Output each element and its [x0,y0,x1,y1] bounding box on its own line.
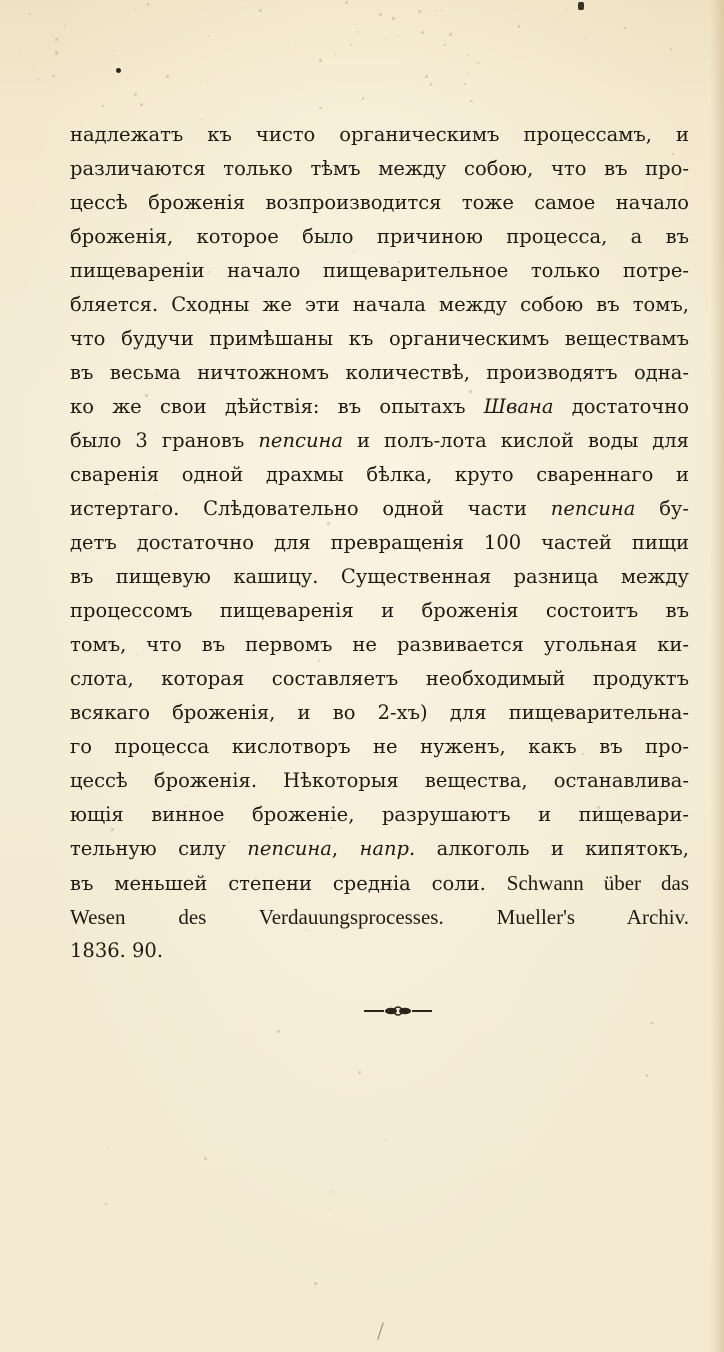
foxing-speck [37,78,40,81]
text-line [70,152,689,186]
foxing-speck [140,103,143,106]
text-line [70,424,689,458]
foxing-speck [319,59,322,62]
text-segment: надлежатъ къ чисто органическимъ процессамъ, и [70,123,689,146]
foxing-speck [64,25,66,27]
foxing-speck [444,44,445,45]
text-segment: въ пищевую кашицу. Существенная разница между [70,565,689,588]
latin-text: Wesen des Verdauungsprocesses. Mueller's Archiv. [70,905,689,929]
foxing-speck [147,3,149,5]
foxing-speck [295,43,296,44]
text-segment: , [331,837,360,860]
text-line [70,220,689,254]
foxing-speck [477,62,479,64]
foxing-speck [566,9,567,10]
foxing-speck [468,74,469,75]
text-segment: истертаго. Слѣдовательно одной части [70,497,551,520]
foxing-speck [345,1,348,4]
foxing-speck [335,53,337,55]
foxing-speck [441,10,443,12]
foxing-speck [314,1282,317,1285]
foxing-speck [650,1022,652,1024]
text-segment: броженія, которое было причиною процесса, а въ [70,225,689,248]
foxing-speck [435,10,436,11]
text-segment: въ меньшей степени средніа соли. [70,872,507,895]
foxing-speck [332,1191,334,1193]
foxing-speck [319,107,321,109]
text-line [70,832,689,866]
foxing-speck [470,100,472,102]
foxing-speck [208,35,209,36]
foxing-speck [421,31,424,34]
foxing-speck [467,55,469,57]
text-line [70,390,689,424]
text-segment: процессомъ пищеваренія и броженія состоитъ въ [70,599,689,622]
text-line [70,458,689,492]
foxing-speck [670,48,672,50]
foxing-speck [392,17,395,20]
italic-text: пепсина [550,497,636,520]
italic-text: Швана [483,395,554,418]
text-line [70,934,689,968]
italic-text: пепсина [247,837,332,860]
text-line [70,696,689,730]
text-segment: бу- [635,497,689,520]
text-segment: сваренія одной драхмы бѣлка, круто свареннаго и [70,463,689,486]
foxing-speck [418,10,421,13]
foxing-speck [112,50,113,51]
foxing-speck [29,13,31,15]
text-line [70,900,689,934]
text-line [70,594,689,628]
text-segment: различаются только тѣмъ между собою, что въ про- [70,157,689,180]
text-line [70,186,689,220]
foxing-speck [330,1208,331,1209]
foxing-speck [20,50,21,51]
text-segment: ко же свои дѣйствія: въ опытахъ [70,395,484,418]
foxing-speck [52,75,54,77]
foxing-speck [464,83,467,86]
pencil-mark [377,1322,384,1339]
text-line [70,492,689,526]
foxing-speck [558,18,559,19]
text-segment: го процесса кислотворъ не нуженъ, какъ въ про- [70,735,689,758]
foxing-speck [518,25,520,27]
text-segment: что будучи примѣшаны къ органическимъ веществамъ [70,327,689,350]
foxing-speck [135,9,136,10]
text-segment: цессѣ броженія возпроизводится тоже самое начало [70,191,689,214]
text-line [70,764,689,798]
foxing-speck [624,27,626,29]
foxing-speck [449,33,452,36]
foxing-speck [245,7,248,10]
foxing-speck [204,1157,207,1160]
foxing-speck [358,1071,361,1074]
text-line [70,118,689,152]
foxing-speck [166,75,169,78]
foxing-speck [102,105,103,106]
foxing-speck [425,75,428,78]
foxing-speck [646,1074,649,1077]
latin-text: Schwann über das [506,871,689,895]
text-line [70,356,689,390]
italic-text: напр. [359,837,416,860]
text-segment: детъ достаточно для превращенія 100 частей пищи [70,531,689,554]
foxing-speck [200,82,201,83]
foxing-speck [430,83,432,85]
foxing-speck [105,1203,107,1205]
text-line [70,798,689,832]
body-text [70,118,689,968]
page-edge-shadow [710,0,724,1352]
foxing-speck [585,38,587,40]
text-segment: ющія винное броженіе, разрушаютъ и пищевари- [70,803,689,826]
foxing-speck [33,68,34,69]
foxing-speck [362,97,365,100]
foxing-speck [55,38,58,41]
foxing-speck [277,1030,280,1033]
foxing-speck [379,13,382,16]
text-segment: алкоголь и кипятокъ, [415,837,689,860]
italic-text: пепсина [258,429,343,452]
foxing-speck [134,93,137,96]
text-line [70,662,689,696]
foxing-speck [259,9,262,12]
foxing-speck [107,1148,108,1149]
text-segment: слота, которая составляетъ необходимый продуктъ [70,667,689,690]
text-line [70,866,689,900]
ink-dot [116,68,121,73]
text-segment: 1836. 90. [70,939,164,962]
text-segment: тельную силу [70,837,248,860]
text-segment: бляется. Сходны же эти начала между собою въ томъ, [70,293,689,316]
foxing-speck [350,44,352,46]
text-line [70,322,689,356]
ink-mark-top [578,2,584,10]
text-segment: цессѣ броженія. Нѣкоторыя вещества, останавлива- [70,769,689,792]
text-segment: всякаго броженія, и во 2-хъ) для пищеварительна- [70,701,689,724]
text-line [70,560,689,594]
foxing-speck [385,38,387,40]
divider-ornament [362,1006,434,1016]
text-line [70,628,689,662]
text-line [70,730,689,764]
text-line [70,526,689,560]
text-line [70,288,689,322]
foxing-speck [55,51,58,54]
text-segment: было 3 грановъ [70,429,259,452]
text-line [70,254,689,288]
text-segment: достаточно [553,395,689,418]
foxing-speck [385,1139,386,1140]
foxing-speck [397,36,399,38]
text-segment: пищевареніи начало пищеварительное только потре- [70,259,689,282]
text-segment: томъ, что въ первомъ не развивается угольная ки- [70,633,689,656]
foxing-speck [356,31,358,33]
text-segment: и полъ-лота кислой воды для [342,429,689,452]
text-segment: въ весьма ничтожномъ количествѣ, производятъ одна- [70,361,689,384]
